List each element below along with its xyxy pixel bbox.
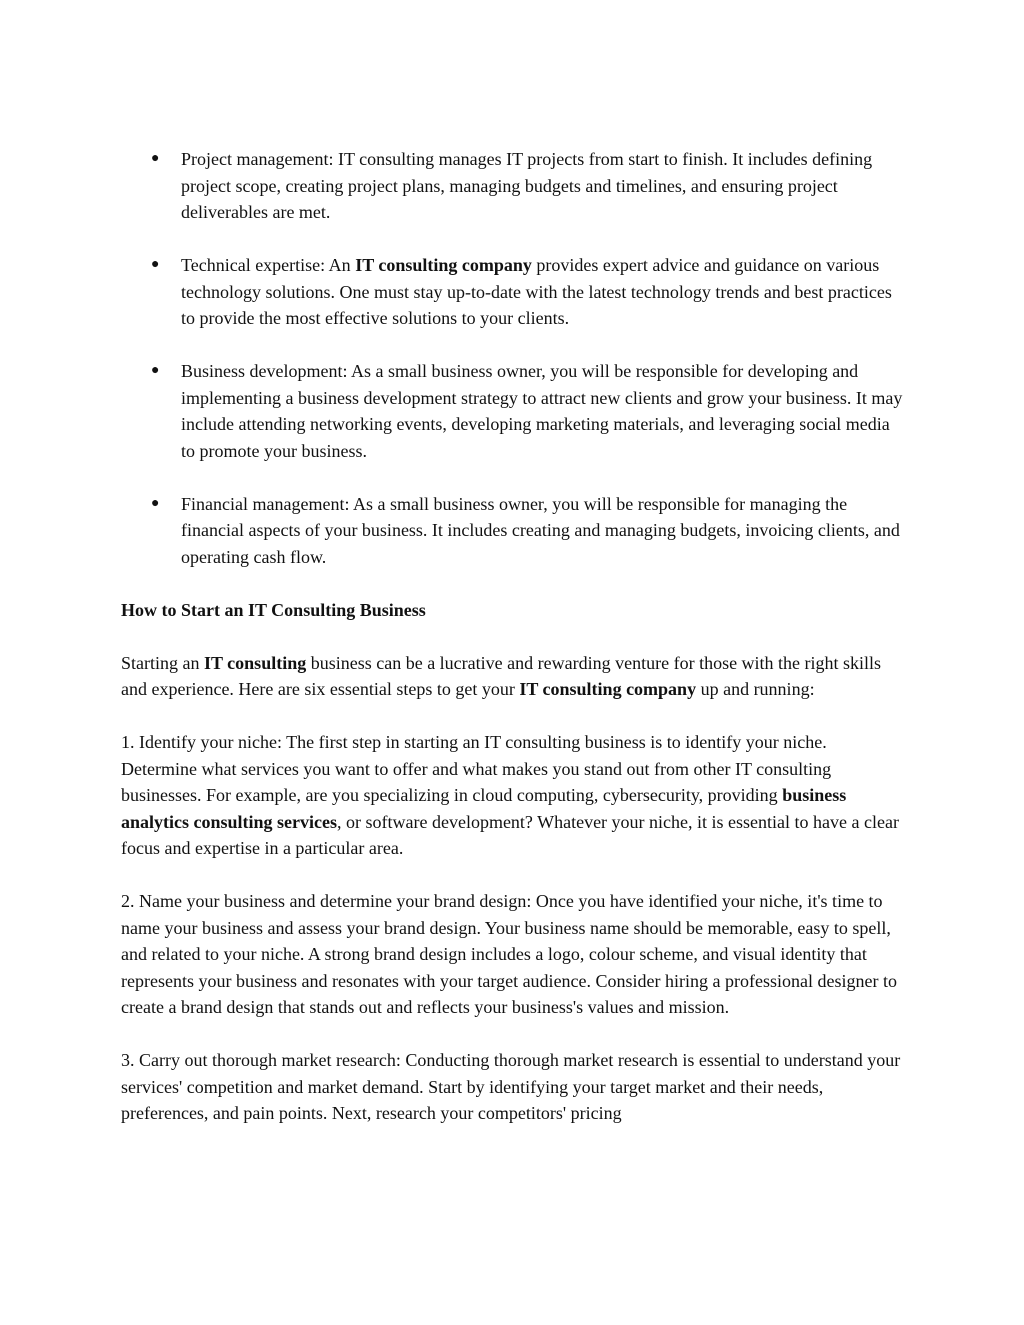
text-run: up and running:	[696, 679, 815, 699]
text-run: Technical expertise: An	[181, 255, 356, 275]
intro-paragraph	[121, 650, 906, 703]
list-item-project-management	[121, 146, 906, 226]
step-1-paragraph	[121, 729, 906, 862]
section-heading: How to Start an IT Consulting Business	[121, 599, 426, 620]
list-item-technical-expertise	[121, 252, 906, 332]
list-item-financial-management	[121, 491, 906, 571]
step-2-paragraph: 2. Name your business and determine your brand design: Once you have identified your niche, it's time to name your business and assess your brand design. Your business name should be memorable, easy to spell, and related to your niche. A strong brand design includes a logo, colour scheme, and visual identity that represents your business and resonates with your target audience. Consider hiring a professional designer to create a brand design that stands out and reflects your business's values and mission.	[121, 891, 897, 1017]
keyword-business-analytics: business analytics consulting services	[121, 785, 847, 832]
list-item-text: Financial management: As a small business owner, you will be responsible for managing the financial aspects of your business. It includes creating and managing budgets, invoicing clients, and operating cash flow.	[181, 493, 900, 567]
bullet-icon: ●	[151, 363, 160, 378]
list-item-text: Project management: IT consulting manages IT projects from start to finish. It includes defining project scope, creating project plans, managing budgets and timelines, and ensuring project deliverables are met.	[181, 149, 873, 222]
text-run: business can be a lucrative and rewarding venture for those with the right skills and experience. Here are six essential steps to get your	[121, 652, 882, 699]
bullet-icon: ●	[151, 151, 160, 166]
step-3-paragraph: 3. Carry out thorough market research: Conducting thorough market research is essential to understand your services' competition and market demand. Start by identifying your target market and their needs, preferences, and pain points. Next, research your competitors' pricing	[121, 1050, 901, 1123]
keyword-it-consulting-company: IT consulting company	[355, 255, 532, 275]
text-run: 1. Identify your niche: The first step in starting an IT consulting business is to identify your niche. Determine what services you want to offer and what makes you stand out from other IT consulting businesses. For example, are you specializing in cloud computing, cybersecurity, providing	[121, 732, 832, 805]
keyword-it-consulting-company: IT consulting company	[519, 679, 697, 699]
responsibilities-list	[121, 146, 906, 570]
list-item-text	[181, 255, 892, 328]
text-run: Starting an	[121, 652, 204, 673]
document-body	[121, 146, 906, 1153]
bullet-icon: ●	[151, 495, 160, 511]
text-run: provides expert advice and guidance on various technology solutions. One must stay up-to-date with the latest technology trends and best practices to provide the most effective solutions to your clients.	[181, 255, 892, 328]
list-item-business-development	[121, 358, 906, 464]
list-item-text: Business development: As a small business owner, you will be responsible for developing and implementing a business development strategy to attract new clients and grow your business. It may include attending networking events, developing marketing materials, and leveraging social media to promote your business.	[181, 361, 903, 461]
keyword-it-consulting: IT consulting	[204, 652, 307, 673]
text-run: , or software development? Whatever your niche, it is essential to have a clear focus and expertise in a particular area.	[121, 811, 899, 858]
bullet-icon: ●	[151, 257, 160, 272]
